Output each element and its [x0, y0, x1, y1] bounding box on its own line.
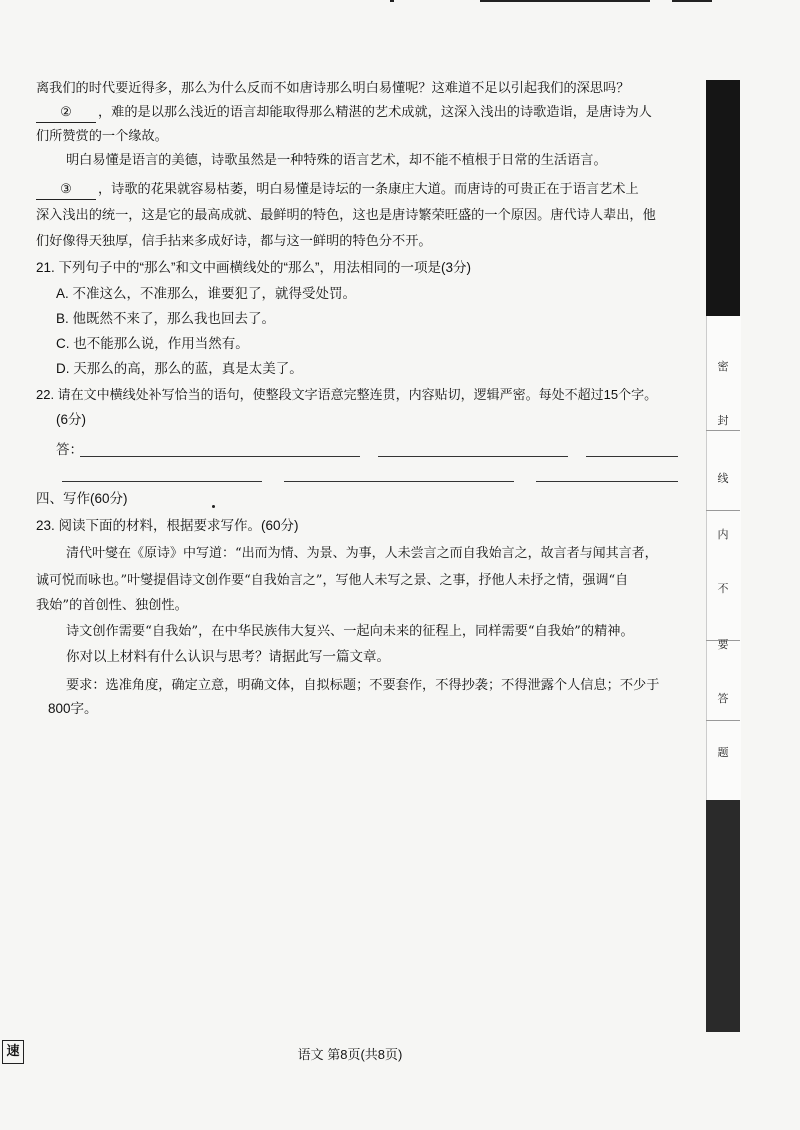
binding-char: 不 — [717, 582, 729, 595]
material-line-5: 你对以上材料有什么认识与思考？请据此写一篇文章。 — [66, 649, 390, 664]
material-line-4: 诗文创作需要“自我始”，在中华民族伟大复兴、一起向未来的征程上，同样需要“自我始”的精神。 — [66, 624, 634, 639]
binding-strip-dark-top — [706, 80, 740, 316]
binding-strip-dark-bottom — [706, 800, 740, 1032]
blank-3: ③ — [36, 181, 96, 200]
requirements-line-2: 800字。 — [48, 701, 98, 716]
passage-line-3: 们所赞赏的一个缘故。 — [36, 129, 168, 144]
requirements-line-1: 要求：选准角度，确定立意，明确文体，自拟标题；不要套作，不得抄袭；不得泄露个人信息；不少于 — [66, 677, 660, 692]
answer-label: 答： — [56, 442, 83, 457]
question-21-option-d: D. 天那么的高，那么的蓝，真是太美了。 — [56, 361, 303, 376]
passage-line-4: 明白易懂是语言的美德，诗歌虽然是一种特殊的语言艺术，却不能不植根于日常的生活语言。 — [66, 153, 607, 168]
blank-2: ② — [36, 104, 96, 123]
page-footer: 语文 第8页(共8页) — [297, 1047, 403, 1062]
passage-line-5 — [36, 181, 639, 200]
passage-line-2-text: ，难的是以那么浅近的语言却能取得那么精湛的艺术成就，这深入浅出的诗歌造诣，是唐诗为人 — [98, 105, 652, 120]
question-21-stem: 21. 下列句子中的“那么”和文中画横线处的“那么”，用法相同的一项是(3分) — [36, 260, 471, 275]
binding-char: 密 — [717, 360, 729, 373]
question-21-option-a: A. 不准这么，不准那么，谁要犯了，就得受处罚。 — [56, 286, 357, 301]
binding-char: 要 — [717, 638, 729, 651]
question-22-score: (6分) — [56, 412, 86, 427]
passage-line-2 — [36, 104, 652, 123]
answer-line-1c[interactable] — [586, 456, 678, 457]
binding-char: 题 — [717, 746, 729, 759]
answer-line-2a[interactable] — [62, 481, 262, 482]
passage-line-6: 深入浅出的统一，这是它的最高成就、最鲜明的特色，这也是唐诗繁荣旺盛的一个原因。唐代诗人辈出，他 — [36, 208, 656, 223]
binding-char: 封 — [717, 414, 729, 427]
strip-divider — [706, 720, 740, 721]
question-23-stem: 23. 阅读下面的材料，根据要求写作。(60分) — [36, 518, 299, 533]
scan-speck — [212, 505, 215, 508]
material-line-3: 我始”的首创性、独创性。 — [36, 598, 188, 613]
passage-line-1: 离我们的时代要近得多，那么为什么反而不如唐诗那么明白易懂呢？这难道不足以引起我们的深思吗？ — [36, 81, 630, 96]
question-21-option-b: B. 他既然不来了，那么我也回去了。 — [56, 311, 276, 326]
material-line-2: 诚可悦而咏也。”叶燮提倡诗文创作要“自我始言之”，写他人未写之景、之事，抒他人未抒之情，强调“自 — [36, 573, 629, 588]
strip-divider — [706, 510, 740, 511]
binding-strip-light — [706, 316, 741, 800]
answer-line-1b[interactable] — [378, 456, 568, 457]
binding-char: 内 — [717, 528, 729, 541]
answer-line-2b[interactable] — [284, 481, 514, 482]
passage-line-5-text: ，诗歌的花果就容易枯萎，明白易懂是诗坛的一条康庄大道。而唐诗的可贵正在于语言艺术上 — [98, 182, 639, 197]
binding-char: 线 — [717, 472, 729, 485]
material-line-1: 清代叶燮在《原诗》中写道：“出而为情、为景、为事，人未尝言之而自我始言之，故言者与闻其言者， — [66, 546, 658, 561]
passage-line-7: 们好像得天独厚，信手拈来多成好诗，都与这一鲜明的特色分不开。 — [36, 234, 432, 249]
answer-line-1a[interactable] — [80, 456, 360, 457]
binding-char: 答 — [717, 692, 729, 705]
strip-divider — [706, 430, 740, 431]
answer-line-2c[interactable] — [536, 481, 678, 482]
question-22-stem: 22. 请在文中横线处补写恰当的语句，使整段文字语意完整连贯，内容贴切，逻辑严密。每处不超过15个字。 — [36, 387, 658, 402]
question-21-option-c: C. 也不能那么说，作用当然有。 — [56, 336, 249, 351]
corner-mark: 速 — [2, 1040, 24, 1064]
section-4-title: 四、写作(60分) — [36, 491, 128, 506]
